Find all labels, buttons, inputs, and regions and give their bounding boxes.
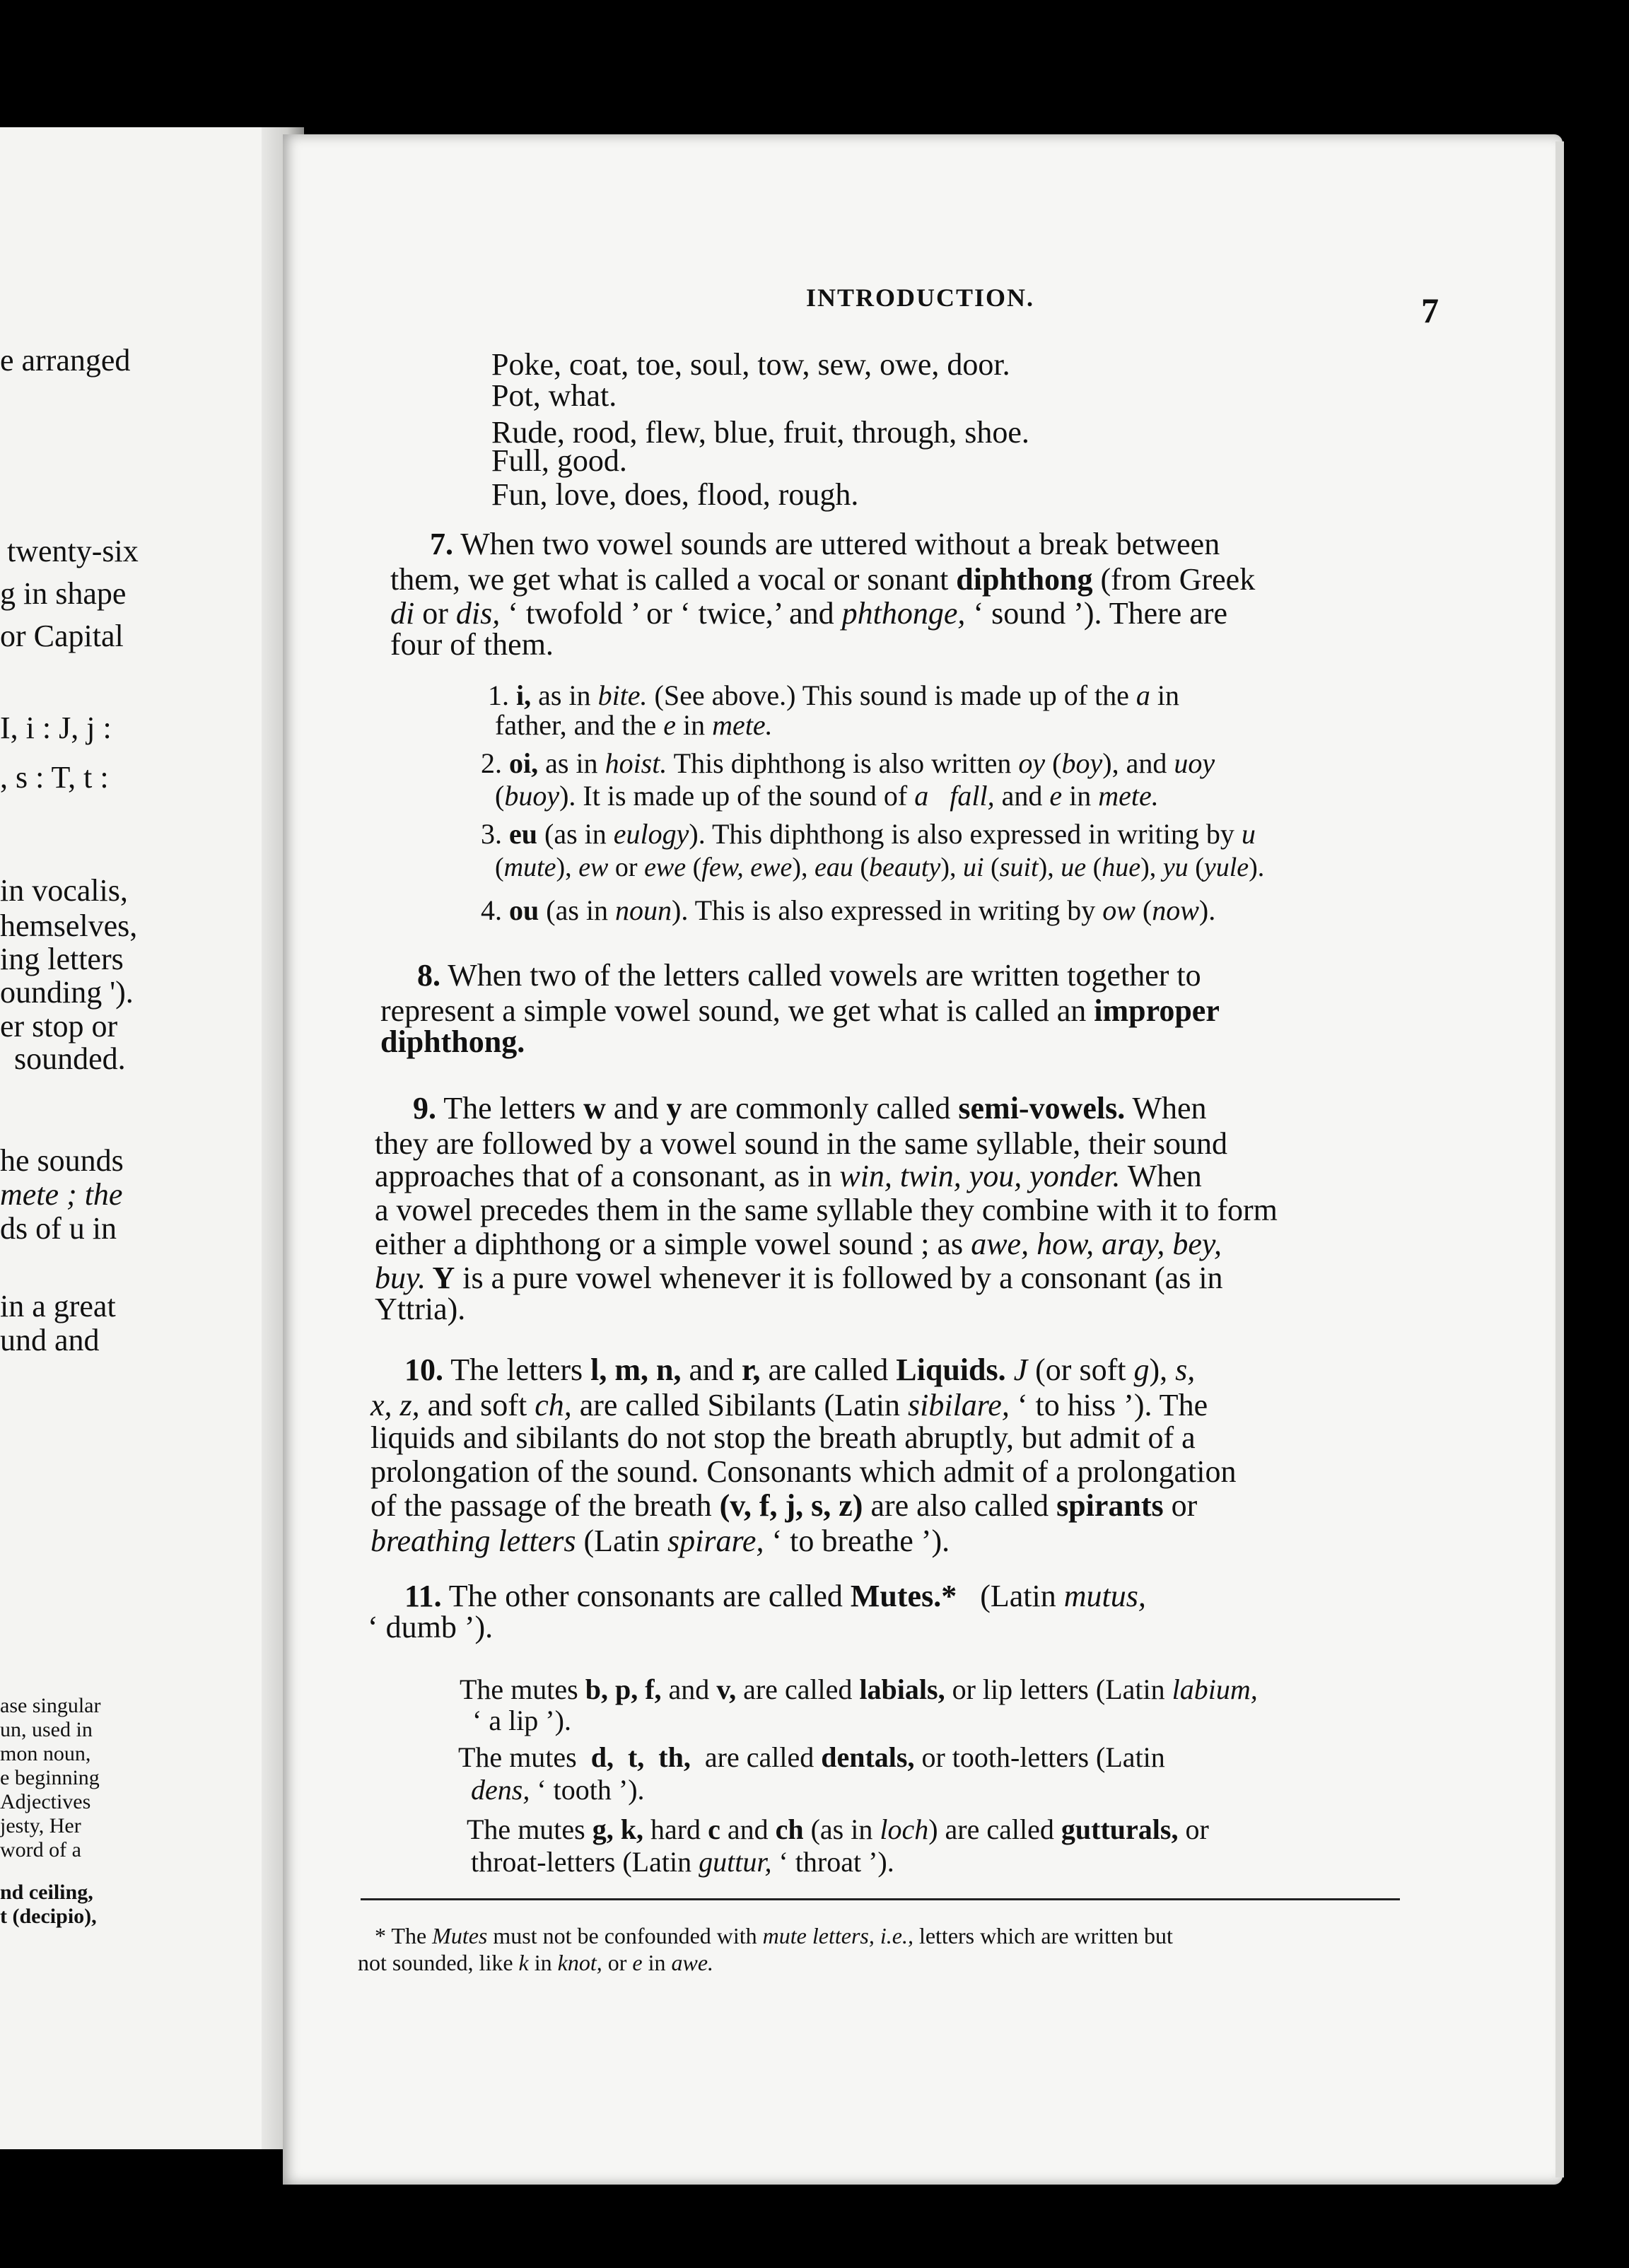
text: and xyxy=(605,1091,667,1126)
text: and soft xyxy=(419,1388,535,1422)
text: ( xyxy=(1086,853,1102,882)
paragraph-line xyxy=(370,1526,950,1557)
footnote-line xyxy=(375,1924,1173,1947)
text: eulogy xyxy=(613,818,689,850)
list-item xyxy=(467,1813,1209,1845)
text: s, xyxy=(1175,1352,1196,1387)
text: (or soft xyxy=(1027,1352,1134,1387)
text: k xyxy=(518,1950,529,1975)
text: The letters xyxy=(443,1091,584,1126)
list-item-continued xyxy=(471,1848,894,1876)
list-item xyxy=(458,1743,1165,1772)
text: must not be confounded with xyxy=(487,1923,763,1948)
text: (from Greek xyxy=(1092,562,1256,597)
text: ‘ to hiss ’). The xyxy=(1009,1388,1208,1422)
text: g xyxy=(1133,1352,1150,1387)
left-footnote-line: ase singular xyxy=(0,1694,101,1717)
left-footnote-line: un, used in xyxy=(0,1718,93,1741)
text: When xyxy=(1125,1091,1207,1126)
term: y xyxy=(666,1091,682,1126)
text: ( xyxy=(686,853,702,882)
left-footnote-line: word of a xyxy=(0,1838,81,1861)
text: are called xyxy=(690,1741,822,1773)
text: awe. xyxy=(671,1950,714,1975)
text: (See above.) This sound is made up of the xyxy=(647,679,1136,711)
term: ch xyxy=(775,1813,804,1845)
text: ( xyxy=(853,853,870,882)
text: in xyxy=(1150,679,1180,711)
term: Y xyxy=(426,1261,455,1295)
term: Mutes.* xyxy=(850,1579,957,1613)
text: When xyxy=(1120,1159,1202,1193)
term: i, xyxy=(516,679,532,711)
text: mutus, xyxy=(1063,1579,1146,1613)
text: win, twin, you, yonder. xyxy=(839,1159,1121,1193)
paragraph-line: diphthong. xyxy=(380,1024,525,1059)
text: letters which are written but xyxy=(913,1923,1173,1948)
text: ui xyxy=(962,853,984,882)
text: buy. xyxy=(375,1261,426,1295)
text: ), xyxy=(556,853,579,882)
text: hard xyxy=(643,1813,708,1845)
text: The mutes xyxy=(458,1741,591,1773)
text: or xyxy=(608,853,645,882)
list-item xyxy=(481,896,1215,925)
text: not sounded, like xyxy=(358,1950,519,1975)
paragraph-line: liquids and sibilants do not stop the breath abruptly, but admit of a xyxy=(370,1420,1196,1455)
term: c xyxy=(708,1813,720,1845)
text: of the passage of the breath xyxy=(370,1488,720,1523)
list-item-continued xyxy=(471,1776,645,1804)
running-header: INTRODUCTION. xyxy=(806,284,1035,312)
left-line: sounded. xyxy=(14,1041,126,1076)
text: and xyxy=(681,1352,742,1387)
text: * The xyxy=(375,1923,433,1948)
list-item-continued xyxy=(495,711,773,740)
text: and xyxy=(720,1813,776,1845)
text: buoy xyxy=(504,780,560,812)
text: mete. xyxy=(1098,780,1159,812)
left-line: in vocalis, xyxy=(0,873,128,908)
left-line: er stop or xyxy=(0,1009,118,1044)
text: mute letters, i.e., xyxy=(762,1923,913,1948)
paragraph-line: prolongation of the sound. Consonants which admit of a prolongation xyxy=(370,1454,1237,1489)
section-number: 7. xyxy=(430,527,453,561)
left-line: hemselves, xyxy=(0,908,138,943)
left-footnote-line: jesty, Her xyxy=(0,1814,81,1837)
left-footnote-line: e beginning xyxy=(0,1766,100,1789)
left-line: ounding '). xyxy=(0,975,134,1010)
text: bite. xyxy=(597,679,648,711)
text: (Latin xyxy=(957,1579,1064,1613)
text: or tooth-letters (Latin xyxy=(914,1741,1165,1773)
term: spirants xyxy=(1056,1488,1164,1523)
page-edge xyxy=(1555,141,1564,2178)
text: sibilare, xyxy=(908,1388,1010,1422)
list-item-continued xyxy=(495,782,1159,810)
text: knot, xyxy=(557,1950,602,1975)
text: (as in xyxy=(539,894,616,926)
footnote-rule xyxy=(361,1898,1400,1900)
paragraph-line xyxy=(390,564,1255,595)
item-number: 4. xyxy=(481,894,502,926)
paragraph-line xyxy=(380,995,1220,1027)
text: di xyxy=(390,596,415,631)
left-line: , s : T, t : xyxy=(0,760,109,795)
paragraph-line xyxy=(375,1161,1202,1192)
text: a xyxy=(914,780,929,812)
text: ( xyxy=(495,780,505,812)
text: ). It is made up of the sound of xyxy=(559,780,915,812)
text: This diphthong is also written xyxy=(667,747,1019,779)
term: oi, xyxy=(509,747,539,779)
text: suit xyxy=(999,853,1039,882)
term: l, m, n, xyxy=(590,1352,682,1387)
item-number: 1. xyxy=(488,679,509,711)
paragraph-line xyxy=(404,1352,1196,1387)
text: in xyxy=(642,1950,672,1975)
section-number: 10. xyxy=(404,1352,443,1387)
example-line: Pot, what. xyxy=(491,378,617,413)
text: as in xyxy=(538,747,605,779)
text: yu xyxy=(1162,853,1189,882)
text: mete. xyxy=(712,709,773,741)
text: When two vowel sounds are uttered without a break between xyxy=(460,527,1220,561)
text: or xyxy=(1178,1813,1209,1845)
text: throat-letters (Latin xyxy=(471,1846,699,1878)
left-line: in a great xyxy=(0,1289,116,1323)
paragraph-line: they are followed by a vowel sound in the same syllable, their sound xyxy=(375,1126,1228,1161)
text xyxy=(928,780,950,812)
left-line: I, i : J, j : xyxy=(0,711,112,745)
term: r, xyxy=(742,1352,761,1387)
text: fall, xyxy=(950,780,995,812)
text: as in xyxy=(531,679,598,711)
text: boy xyxy=(1061,747,1103,779)
text: dis, xyxy=(455,596,501,631)
text: (Latin xyxy=(576,1524,667,1558)
text: or xyxy=(414,596,456,631)
list-item xyxy=(481,820,1256,848)
text: and xyxy=(661,1673,717,1705)
text: are called xyxy=(736,1673,860,1705)
text: ‘ twofold ’ or ‘ twice,’ and xyxy=(500,596,842,631)
text: represent a simple vowel sound, we get what is called an xyxy=(380,993,1094,1028)
left-line: g in shape xyxy=(0,576,127,611)
left-line: ds of u in xyxy=(0,1211,117,1246)
text: x, z, xyxy=(370,1388,420,1422)
text: When two of the letters called vowels are written together to xyxy=(448,958,1201,993)
text: and xyxy=(994,780,1050,812)
text: The letters xyxy=(450,1352,591,1387)
text: The mutes xyxy=(460,1673,585,1705)
text: oy xyxy=(1018,747,1046,779)
paragraph-line xyxy=(413,1093,1207,1124)
paragraph-line xyxy=(430,529,1220,560)
term: improper xyxy=(1094,993,1220,1028)
text: in xyxy=(676,709,713,741)
list-item-continued: ‘ a lip ’). xyxy=(472,1705,571,1736)
text: ew xyxy=(578,853,609,882)
text: ‘ sound ’). There are xyxy=(965,596,1228,631)
example-line: Rude, rood, flew, blue, fruit, through, shoe. xyxy=(491,415,1029,450)
text: ch, xyxy=(535,1388,572,1422)
text: in xyxy=(528,1950,558,1975)
text: ewe xyxy=(644,853,687,882)
term: w xyxy=(583,1091,606,1126)
text: ow xyxy=(1102,894,1135,926)
text: ‘ throat ’). xyxy=(771,1846,894,1878)
text: Mutes xyxy=(432,1923,488,1948)
page-number: 7 xyxy=(1421,291,1439,330)
left-line: und and xyxy=(0,1323,100,1357)
text: e xyxy=(632,1950,643,1975)
text: ). This diphthong is also expressed in writing by xyxy=(689,818,1242,850)
left-line: mete ; the xyxy=(0,1177,123,1212)
item-number: 2. xyxy=(481,747,502,779)
paragraph-line xyxy=(370,1390,1208,1421)
left-footnote-line: mon noun, xyxy=(0,1742,91,1765)
term: v, xyxy=(716,1673,737,1705)
example-line: Full, good. xyxy=(491,443,627,478)
text: ue xyxy=(1061,853,1087,882)
section-number: 9. xyxy=(413,1091,436,1126)
term: eu xyxy=(509,818,537,850)
text: beauty xyxy=(869,853,941,882)
paragraph-line: a vowel precedes them in the same syllable they combine with it to form xyxy=(375,1193,1278,1227)
text: or xyxy=(1163,1488,1198,1523)
text: are called Sibilants (Latin xyxy=(571,1388,908,1422)
text: ), xyxy=(1140,853,1163,882)
text: noun xyxy=(615,894,672,926)
paragraph-line xyxy=(375,1229,1222,1260)
text: labium, xyxy=(1172,1673,1258,1705)
left-line: he sounds xyxy=(0,1143,124,1178)
text: a xyxy=(1135,679,1150,711)
left-footnote-line: t (decipio), xyxy=(0,1905,97,1928)
text: few, ewe xyxy=(701,853,793,882)
text: The mutes xyxy=(467,1813,592,1845)
term: dentals, xyxy=(821,1741,915,1773)
text: ). xyxy=(1249,853,1265,882)
text: ( xyxy=(495,853,504,882)
text: spirare, xyxy=(667,1524,764,1558)
footnote-line xyxy=(358,1951,713,1974)
text: are called xyxy=(760,1352,897,1387)
text: ‘ tooth ’). xyxy=(530,1774,645,1806)
text: The other consonants are called xyxy=(448,1579,851,1613)
text: ( xyxy=(1135,894,1152,926)
text: yule xyxy=(1203,853,1249,882)
text: now xyxy=(1152,894,1199,926)
term: semi-vowels. xyxy=(958,1091,1126,1126)
text: ), and xyxy=(1102,747,1174,779)
paragraph-line xyxy=(390,598,1227,629)
text: ), xyxy=(940,853,963,882)
left-line: e arranged xyxy=(0,343,131,378)
text: uoy xyxy=(1174,747,1215,779)
text: ), xyxy=(792,853,814,882)
text: ). This is also expressed in writing by xyxy=(672,894,1103,926)
text: J xyxy=(1005,1352,1028,1387)
paragraph-line xyxy=(417,960,1201,991)
text: eau xyxy=(814,853,853,882)
text: breathing letters xyxy=(370,1524,576,1558)
paragraph-line: ‘ dumb ’). xyxy=(368,1610,494,1644)
text: them, we get what is called a vocal or sonant xyxy=(390,562,957,597)
left-line: ing letters xyxy=(0,942,124,976)
term: diphthong xyxy=(956,562,1093,597)
paragraph-line xyxy=(375,1263,1223,1294)
paragraph-line xyxy=(370,1490,1197,1521)
text: hoist. xyxy=(605,747,667,779)
text: are also called xyxy=(863,1488,1057,1523)
text: or xyxy=(602,1950,633,1975)
text: ( xyxy=(983,853,1000,882)
term: ou xyxy=(509,894,539,926)
text: mute xyxy=(503,853,556,882)
text: ), xyxy=(1149,1352,1176,1387)
term: labials, xyxy=(859,1673,945,1705)
left-line: or Capital xyxy=(0,619,124,653)
term: b, p, f, xyxy=(585,1673,662,1705)
text: or lip letters (Latin xyxy=(945,1673,1172,1705)
left-line: twenty-six xyxy=(7,534,139,568)
text: (as in xyxy=(803,1813,880,1845)
section-number: 11. xyxy=(404,1579,442,1613)
text: u xyxy=(1241,818,1256,850)
left-footnote-line: Adjectives xyxy=(0,1790,91,1813)
text: father, and the xyxy=(495,709,664,741)
item-number: 3. xyxy=(481,818,502,850)
term: d, t, th, xyxy=(590,1741,691,1773)
text: in xyxy=(1062,780,1099,812)
example-line: Poke, coat, toe, soul, tow, sew, owe, door. xyxy=(491,347,1010,382)
list-item xyxy=(481,749,1215,778)
list-item xyxy=(460,1673,1258,1705)
text: is a pure vowel whenever it is followed by a consonant (as in xyxy=(455,1261,1223,1295)
text: loch xyxy=(880,1813,929,1845)
text: approaches that of a consonant, as in xyxy=(375,1159,840,1193)
text: ) are called xyxy=(928,1813,1061,1845)
text: ( xyxy=(1188,853,1204,882)
section-number: 8. xyxy=(417,958,440,993)
text: ‘ to breathe ’). xyxy=(764,1524,950,1558)
text: e xyxy=(663,709,677,741)
text: awe, how, aray, bey, xyxy=(971,1227,1222,1261)
term: Liquids. xyxy=(896,1352,1006,1387)
text: either a diphthong or a simple vowel sound ; as xyxy=(375,1227,971,1261)
paragraph-line xyxy=(404,1581,1146,1612)
text: guttur, xyxy=(699,1846,772,1878)
paragraph-line: four of them. xyxy=(390,627,554,662)
left-footnote-line: nd ceiling, xyxy=(0,1881,93,1904)
text: dens, xyxy=(471,1774,530,1806)
text: e xyxy=(1049,780,1063,812)
text: phthonge, xyxy=(841,596,966,631)
text: ). xyxy=(1198,894,1216,926)
text: (as in xyxy=(537,818,614,850)
term: gutturals, xyxy=(1061,1813,1179,1845)
list-item-continued xyxy=(495,854,1264,881)
text: ), xyxy=(1038,853,1061,882)
list-item xyxy=(488,679,1180,711)
example-line: Fun, love, does, flood, rough. xyxy=(491,477,859,512)
term: g, k, xyxy=(592,1813,643,1845)
text: are commonly called xyxy=(682,1091,959,1126)
text: hue xyxy=(1102,853,1141,882)
term: (v, f, j, s, z) xyxy=(719,1488,863,1523)
text: ( xyxy=(1045,747,1062,779)
paragraph-line: Yttria). xyxy=(375,1292,466,1326)
